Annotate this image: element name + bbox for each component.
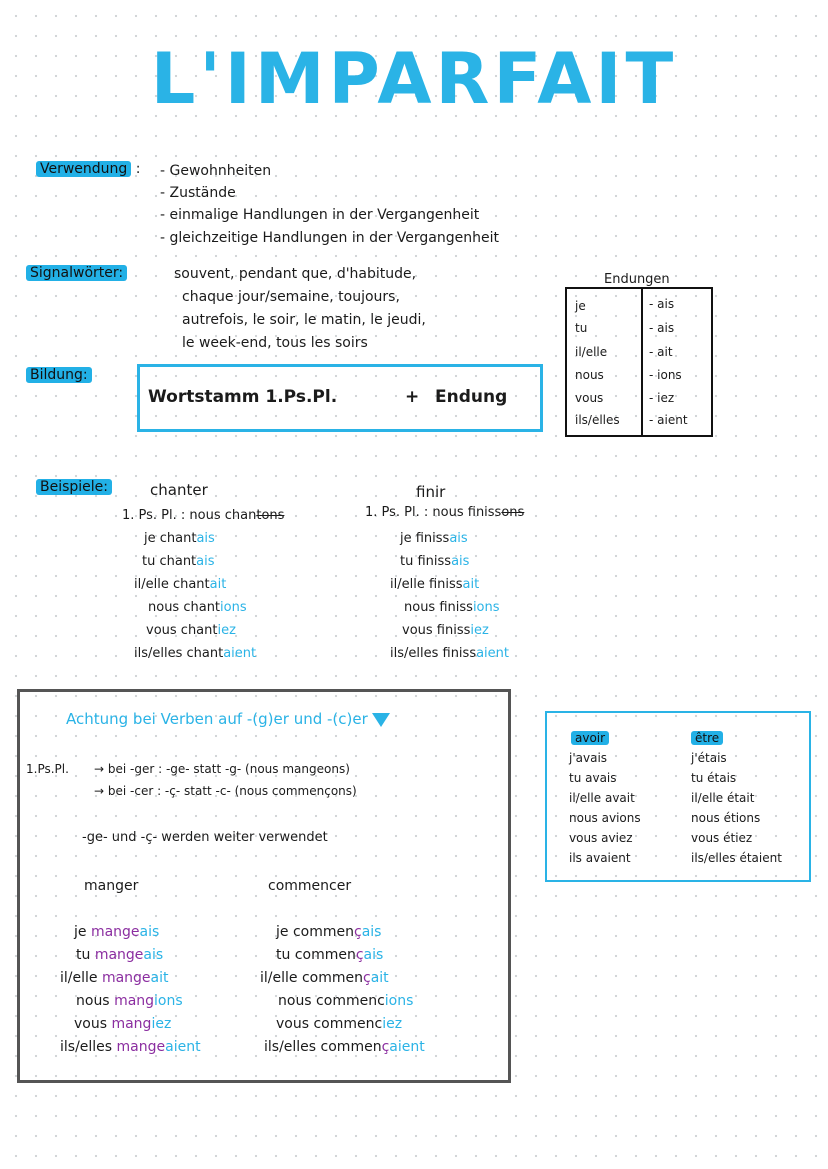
signalwort-line: souvent, pendant que, d'habitude, <box>174 266 417 282</box>
manger-form <box>60 1039 201 1055</box>
achtung-rule-ger: → bei -ger : -ge- statt -g- (nous mangeons) <box>94 762 350 776</box>
endungen-ending: - ais <box>649 297 675 311</box>
bildung-label: Bildung: <box>26 367 92 383</box>
finir-form-stem: vous finiss <box>402 623 471 638</box>
endungen-divider <box>641 289 643 435</box>
commencer-form-ending: ions <box>384 993 414 1009</box>
endungen-ending: - iez <box>649 391 675 405</box>
manger-form-special: mange <box>101 970 151 986</box>
commencer-form <box>276 924 381 940</box>
commencer-form-ending: ait <box>370 970 389 986</box>
manger-form <box>60 970 169 986</box>
finir-form-ending: ais <box>451 554 470 569</box>
avoir-form: j'avais <box>569 751 608 765</box>
etre-form: tu étais <box>691 771 737 785</box>
manger-form-special: mange <box>90 924 140 940</box>
manger-form-special: mang <box>114 993 155 1009</box>
verwendung-item: - gleichzeitige Handlungen in der Vergangenheit <box>160 230 499 246</box>
etre-title: être <box>691 731 723 745</box>
chanter-form-ending: ait <box>209 577 227 592</box>
endungen-pronoun: il/elle <box>575 345 608 359</box>
chanter-form <box>134 577 226 592</box>
commencer-form <box>278 993 413 1009</box>
achtung-box <box>17 689 511 1083</box>
avoir-form: vous aviez <box>569 831 633 845</box>
finir-form <box>390 577 479 592</box>
finir-form-ending: ais <box>449 531 468 546</box>
chanter-ps: 1. Ps. Pl. : nous chantons <box>122 508 285 523</box>
finir-form <box>390 646 509 661</box>
endungen-ending: - ions <box>649 368 682 382</box>
chanter-form-stem: tu chant <box>142 554 197 569</box>
warning-icon <box>372 713 390 727</box>
finir-form-ending: iez <box>470 623 489 638</box>
endungen-pronoun: tu <box>575 321 588 335</box>
commencer-form-stem: vous commenc <box>276 1016 383 1032</box>
chanter-form <box>148 600 247 615</box>
finir-form <box>402 623 489 638</box>
commencer-form-ending: aient <box>389 1039 425 1055</box>
beispiele-label: Beispiele: <box>36 479 112 495</box>
finir-form <box>404 600 500 615</box>
chanter-form-ending: ais <box>196 531 215 546</box>
signalwort-line: autrefois, le soir, le matin, le jeudi, <box>182 312 426 328</box>
endungen-pronoun: nous <box>575 368 604 382</box>
finir-form-stem: tu finiss <box>400 554 452 569</box>
verwendung-item: - einmalige Handlungen in der Vergangenheit <box>160 207 480 223</box>
page-title: L'IMPARFAIT <box>150 38 678 120</box>
commencer-form-stem: nous commenc <box>278 993 385 1009</box>
signalwort-line: le week-end, tous les soirs <box>182 335 368 351</box>
chanter-form <box>134 646 256 661</box>
finir-form-stem: il/elle finiss <box>390 577 463 592</box>
commencer-form-stem: tu commen <box>276 947 356 963</box>
manger-form-ending: iez <box>151 1016 172 1032</box>
commencer-form-ending: iez <box>382 1016 403 1032</box>
chanter-form <box>146 623 236 638</box>
finir-verb: finir <box>416 483 446 501</box>
manger-verb: manger <box>84 878 139 894</box>
chanter-form-ending: ais <box>196 554 215 569</box>
chanter-form-stem: nous chant <box>148 600 221 615</box>
avoir-form: nous avions <box>569 811 641 825</box>
endungen-title: Endungen <box>604 272 670 287</box>
verwendung-label: Verwendung : <box>36 161 141 177</box>
manger-form-stem: vous <box>74 1016 112 1032</box>
manger-form <box>74 924 159 940</box>
manger-form <box>76 993 183 1009</box>
commencer-form <box>260 970 389 986</box>
avoir-etre-box <box>545 711 811 882</box>
manger-form-ending: ait <box>150 970 169 986</box>
chanter-form-stem: je chant <box>144 531 197 546</box>
finir-form <box>400 554 469 569</box>
manger-form-ending: ions <box>154 993 183 1009</box>
achtung-ps-label: 1.Ps.Pl. <box>26 762 69 776</box>
manger-form-special: mang <box>111 1016 152 1032</box>
commencer-form-stem: je commen <box>276 924 354 940</box>
bildung-box <box>137 364 543 432</box>
finir-ps: 1. Ps. Pl. : nous finissons <box>365 505 525 520</box>
manger-form-stem: nous <box>76 993 115 1009</box>
finir-form-ending: aient <box>476 646 510 661</box>
verwendung-item: - Gewohnheiten <box>160 163 272 179</box>
endungen-ending: - aient <box>649 413 688 427</box>
finir-form <box>400 531 468 546</box>
endungen-pronoun: ils/elles <box>575 413 620 427</box>
commencer-form-ending: ais <box>363 947 384 963</box>
chanter-form-ending: aient <box>223 646 257 661</box>
manger-form-ending: aient <box>165 1039 201 1055</box>
etre-form: vous étiez <box>691 831 753 845</box>
avoir-title: avoir <box>571 731 609 745</box>
commencer-form-special: ç <box>362 970 371 986</box>
achtung-title: Achtung bei Verben auf -(g)er und -(c)er <box>66 710 390 728</box>
signalwort-line: chaque jour/semaine, toujours, <box>182 289 400 305</box>
bildung-plus: + <box>405 387 420 407</box>
bildung-stem: Wortstamm 1.Ps.Pl. <box>148 387 338 407</box>
chanter-form-ending: ions <box>220 600 247 615</box>
endungen-table <box>565 287 713 437</box>
chanter-form-ending: iez <box>217 623 236 638</box>
commencer-form-stem: ils/elles commen <box>264 1039 382 1055</box>
chanter-form <box>142 554 215 569</box>
avoir-form: il/elle avait <box>569 791 635 805</box>
chanter-verb: chanter <box>150 481 208 499</box>
manger-form-stem: il/elle <box>60 970 102 986</box>
avoir-form: tu avais <box>569 771 617 785</box>
signalwoerter-label: Signalwörter: <box>26 265 127 281</box>
bildung-ending: Endung <box>435 387 508 407</box>
chanter-form-stem: ils/elles chant <box>134 646 224 661</box>
commencer-form-special: ç <box>355 947 364 963</box>
finir-form-stem: je finiss <box>400 531 450 546</box>
etre-form: nous étions <box>691 811 761 825</box>
commencer-form-special: ç <box>353 924 362 940</box>
commencer-form-special: ç <box>381 1039 390 1055</box>
manger-form-stem: ils/elles <box>60 1039 117 1055</box>
commencer-form <box>264 1039 425 1055</box>
manger-form-special: mange <box>116 1039 166 1055</box>
etre-form: il/elle était <box>691 791 755 805</box>
achtung-note: -ge- und -ç- werden weiter verwendet <box>82 830 328 845</box>
endungen-ending: - ais <box>649 321 675 335</box>
finir-form-stem: ils/elles finiss <box>390 646 477 661</box>
chanter-form-stem: vous chant <box>146 623 218 638</box>
finir-form-stem: nous finiss <box>404 600 473 615</box>
commencer-form-stem: il/elle commen <box>260 970 363 986</box>
etre-form: j'étais <box>691 751 727 765</box>
commencer-form <box>276 947 383 963</box>
finir-form-ending: ions <box>472 600 500 615</box>
manger-form <box>74 1016 171 1032</box>
chanter-form <box>144 531 215 546</box>
manger-form-ending: ais <box>139 924 160 940</box>
chanter-form-stem: il/elle chant <box>134 577 210 592</box>
etre-form: ils/elles étaient <box>691 851 782 865</box>
manger-form-ending: ais <box>143 947 164 963</box>
commencer-form <box>276 1016 402 1032</box>
verwendung-item: - Zustände <box>160 185 236 201</box>
commencer-form-ending: ais <box>361 924 382 940</box>
endungen-ending: - ait <box>649 345 673 359</box>
manger-form-special: mange <box>94 947 144 963</box>
finir-form-ending: ait <box>462 577 480 592</box>
manger-form-stem: je <box>74 924 91 940</box>
endungen-pronoun: je <box>575 299 586 313</box>
commencer-verb: commencer <box>268 878 352 894</box>
achtung-rule-cer: → bei -cer : -ç- statt -c- (nous commençons) <box>94 784 357 798</box>
manger-form-stem: tu <box>76 947 95 963</box>
avoir-form: ils avaient <box>569 851 631 865</box>
manger-form <box>76 947 163 963</box>
endungen-pronoun: vous <box>575 391 604 405</box>
